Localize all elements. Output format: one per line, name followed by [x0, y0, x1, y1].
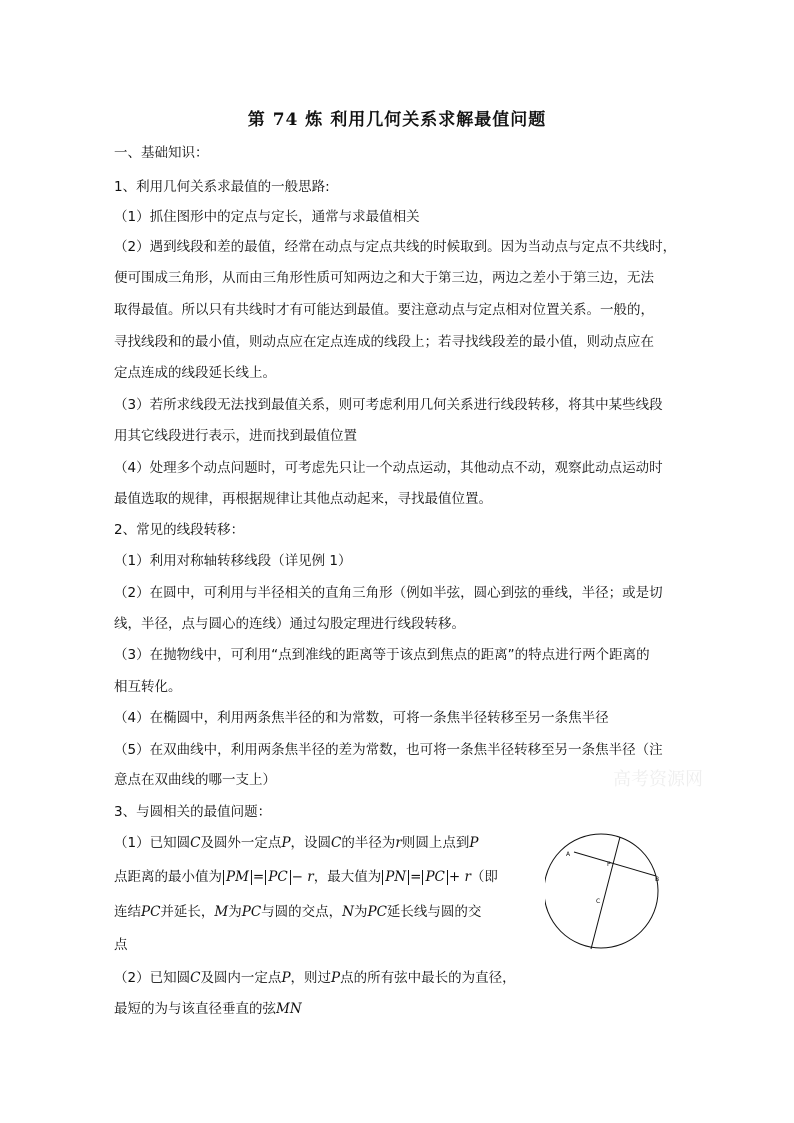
label-c: C	[596, 898, 601, 905]
label-a: A	[566, 851, 571, 858]
paragraph-line: （2）已知圆C及圆内一定点P，则过P点的所有弦中最长的为直径，	[114, 970, 516, 986]
paragraph-line: 点距离的最小值为 PM = PC − r，最大值为 PN = PC + r（即	[114, 869, 498, 885]
paragraph-heading: 3、与圆相关的最值问题：	[114, 804, 272, 820]
paragraph-line: 意点在双曲线的哪一支上）	[114, 772, 276, 788]
label-p: P	[607, 861, 611, 868]
paragraph-line: （3）若所求线段无法找到最值关系，则可考虑利用几何关系进行线段转移，将其中某些线段	[114, 397, 663, 413]
paragraph-line: （3）在抛物线中，可利用“点到准线的距离等于该点到焦点的距离”的特点进行两个距离的	[114, 647, 650, 663]
paragraph-line: 用其它线段进行表示，进而找到最值位置	[114, 428, 357, 444]
paragraph-heading: 2、常见的线段转移：	[114, 522, 245, 538]
paragraph-line: 便可围成三角形，从而由三角形性质可知两边之和大于第三边，两边之差小于第三边，无法	[114, 270, 654, 286]
abs-pc: PC	[265, 870, 290, 885]
paragraph-line: 线，半径，点与圆心的连线）通过勾股定理进行线段转移。	[114, 616, 465, 632]
paragraph-line: （4）处理多个动点问题时，可考虑先只让一个动点运动，其他动点不动，观察此动点运动时	[114, 460, 663, 476]
abs-pn: PN	[382, 870, 409, 885]
circle	[545, 834, 658, 948]
abs-pm: PM	[223, 870, 252, 885]
paragraph-line: 定点连成的线段延长线上。	[114, 365, 276, 381]
paragraph: （1）抓住图形中的定点与定长，通常与求最值相关	[114, 209, 420, 225]
paragraph-heading: 1、利用几何关系求最值的一般思路:	[114, 179, 330, 195]
label-b: B	[655, 876, 660, 883]
paragraph: （1）利用对称轴转移线段（详见例 1）	[114, 553, 352, 569]
paragraph-line: 最值选取的规律，再根据规律让其他点动起来，寻找最值位置。	[114, 491, 492, 507]
paragraph-line: （2）遇到线段和差的最值，经常在动点与定点共线的时候取到。因为当动点与定点不共线时，	[114, 239, 677, 255]
paragraph-line: 最短的为与该直径垂直的弦MN	[114, 1001, 302, 1017]
paragraph-line: 相互转化。	[114, 679, 182, 695]
paragraph-line: 寻找线段和的最小值，则动点应在定点连成的线段上；若寻找线段差的最小值，则动点应在	[114, 334, 654, 350]
paragraph-line: 取得最值。所以只有共线时才有可能达到最值。要注意动点与定点相对位置关系。一般的，	[114, 302, 654, 318]
paragraph-line: （1）已知圆C及圆外一定点P，设圆C的半径为r则圆上点到P	[114, 835, 479, 851]
diameter-line	[591, 837, 620, 949]
paragraph: （4）在椭圆中，利用两条焦半径的和为常数，可将一条焦半径转移至另一条焦半径	[114, 710, 609, 726]
abs-pc: PC	[422, 870, 447, 885]
paragraph-line: 点	[114, 937, 128, 953]
section-heading: 一、基础知识：	[114, 145, 209, 161]
watermark: 高考资源网	[613, 769, 703, 790]
paragraph-line: （5）在双曲线中，利用两条焦半径的差为常数，也可将一条焦半径转移至另一条焦半径（注	[114, 742, 663, 758]
paragraph-line: （2）在圆中，可利用与半径相关的直角三角形（例如半弦，圆心到弦的垂线，半径；或是切	[114, 585, 663, 601]
circle-figure	[545, 823, 665, 958]
page-title: 第 74 炼 利用几何关系求解最值问题	[247, 110, 547, 130]
paragraph-line: 连结PC并延长，M为PC与圆的交点，N为PC延长线与圆的交	[114, 904, 482, 920]
